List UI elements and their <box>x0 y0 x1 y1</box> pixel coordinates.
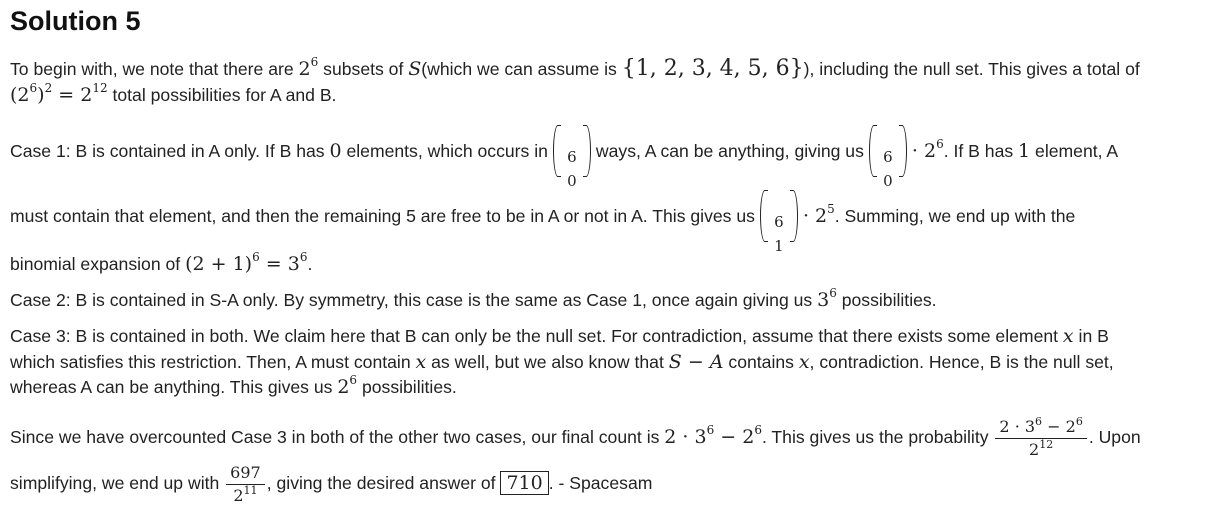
intro-text-c: (which we can assume is <box>421 59 617 79</box>
binom-6-choose-0: 6 0 <box>552 125 592 179</box>
case2-line <box>10 286 937 311</box>
case3-text-8: possibilities. <box>361 377 457 397</box>
intro-line-2 <box>10 81 337 106</box>
math-x: x <box>1062 325 1074 347</box>
case3-text-2: in B <box>1078 326 1109 346</box>
final-text-1: Since we have overcounted Case 3 in both of the other two cases, our final count is <box>10 427 660 447</box>
math-binomial-expansion: $(2 + 1)^6 = 3^6$ <box>185 250 308 275</box>
math-zero: 0 <box>329 140 342 162</box>
case1-text-6: must contain that element, and then the remaining 5 are free to be in A or not in A. This gives us <box>10 206 755 226</box>
case3-text-4: as well, but we also know that <box>431 352 664 372</box>
math-x-2: x <box>415 351 427 373</box>
binom-6-choose-1: 6 1 <box>759 190 799 244</box>
math-times-2-pow-5: · $2^5$ <box>802 202 835 227</box>
final-line-2 <box>10 456 652 510</box>
math-times-2-pow-6: · $2^6$ <box>911 137 944 162</box>
final-text-2: . This gives us the probability <box>761 427 989 447</box>
case2-text-2: possibilities. <box>841 290 937 310</box>
case1-text-7: . Summing, we end up with the <box>834 206 1076 226</box>
case3-line-1 <box>10 325 1109 347</box>
math-3-pow-6: $3^6$ <box>817 286 837 311</box>
case1-text-4: . If B has <box>943 141 1014 161</box>
math-set-values: {1, 2, 3, 4, 5, 6} <box>621 56 804 81</box>
case2-text-1: Case 2: B is contained in S-A only. By symmetry, this case is the same as Case 1, once again giving us <box>10 290 813 310</box>
math-2-pow-6-c: $2^6$ <box>337 373 358 398</box>
case1-text-1: Case 1: B is contained in A only. If B has <box>10 141 325 161</box>
math-total-possibilities: $(2^6)^2 = 2^{12}$ <box>10 81 108 106</box>
math-x-3: x <box>798 351 810 373</box>
final-text-4: simplifying, we end up with <box>10 473 220 493</box>
case1-line-3: binomial expansion of $(2 + 1)^6 = 3^6$. <box>10 250 313 275</box>
math-set-s: S <box>408 58 422 80</box>
case3-text-1: Case 3: B is contained in both. We claim here that B can only be the null set. For contradiction, assume that there exists some element <box>10 326 1059 346</box>
math-final-count: $2 \cdot 3^6 - 2^6$ <box>664 423 762 448</box>
math-one: 1 <box>1018 140 1031 162</box>
case1-line-1 <box>10 124 1119 191</box>
solution-title: Solution 5 <box>10 6 141 36</box>
case1-text-5: element, A <box>1035 141 1119 161</box>
math-2-pow-6: $2^6$ <box>298 55 319 80</box>
case1-text-8: binomial expansion of <box>10 254 181 274</box>
answer-box: 710 <box>500 471 548 495</box>
case1-line-2 <box>10 189 1076 256</box>
case3-text-7: whereas A can be anything. This gives us <box>10 377 333 397</box>
intro-text-a: To begin with, we note that there are <box>10 59 294 79</box>
intro-line-1 <box>10 55 1140 81</box>
case1-text-3: ways, A can be anything, giving us <box>595 141 864 161</box>
case3-text-6: , contradiction. Hence, B is the null set, <box>809 352 1114 372</box>
simplified-fraction: $\frac{697}{2^{11}}$ <box>226 462 265 507</box>
case3-line-3 <box>10 373 457 398</box>
case3-line-2 <box>10 351 1114 373</box>
case3-text-5: contains <box>728 352 794 372</box>
probability-fraction: $\frac{2 \cdot 3^6 - 2^6}{2^{12}}$ <box>995 416 1086 461</box>
final-text-5: , giving the desired answer of <box>266 473 496 493</box>
binom-6-choose-0-b: 6 0 <box>868 125 908 179</box>
case1-text-2: elements, which occurs in <box>346 141 548 161</box>
intro-text-b: subsets of <box>323 59 404 79</box>
final-text-3: . Upon <box>1088 427 1141 447</box>
intro-text-e: total possibilities for A and B. <box>112 85 337 105</box>
final-text-6: . - Spacesam <box>548 473 653 493</box>
math-s-minus-a: S − A <box>668 351 724 373</box>
case3-text-3: which satisfies this restriction. Then, A must contain <box>10 352 411 372</box>
intro-text-d: ), including the null set. This gives a total of <box>803 59 1140 79</box>
